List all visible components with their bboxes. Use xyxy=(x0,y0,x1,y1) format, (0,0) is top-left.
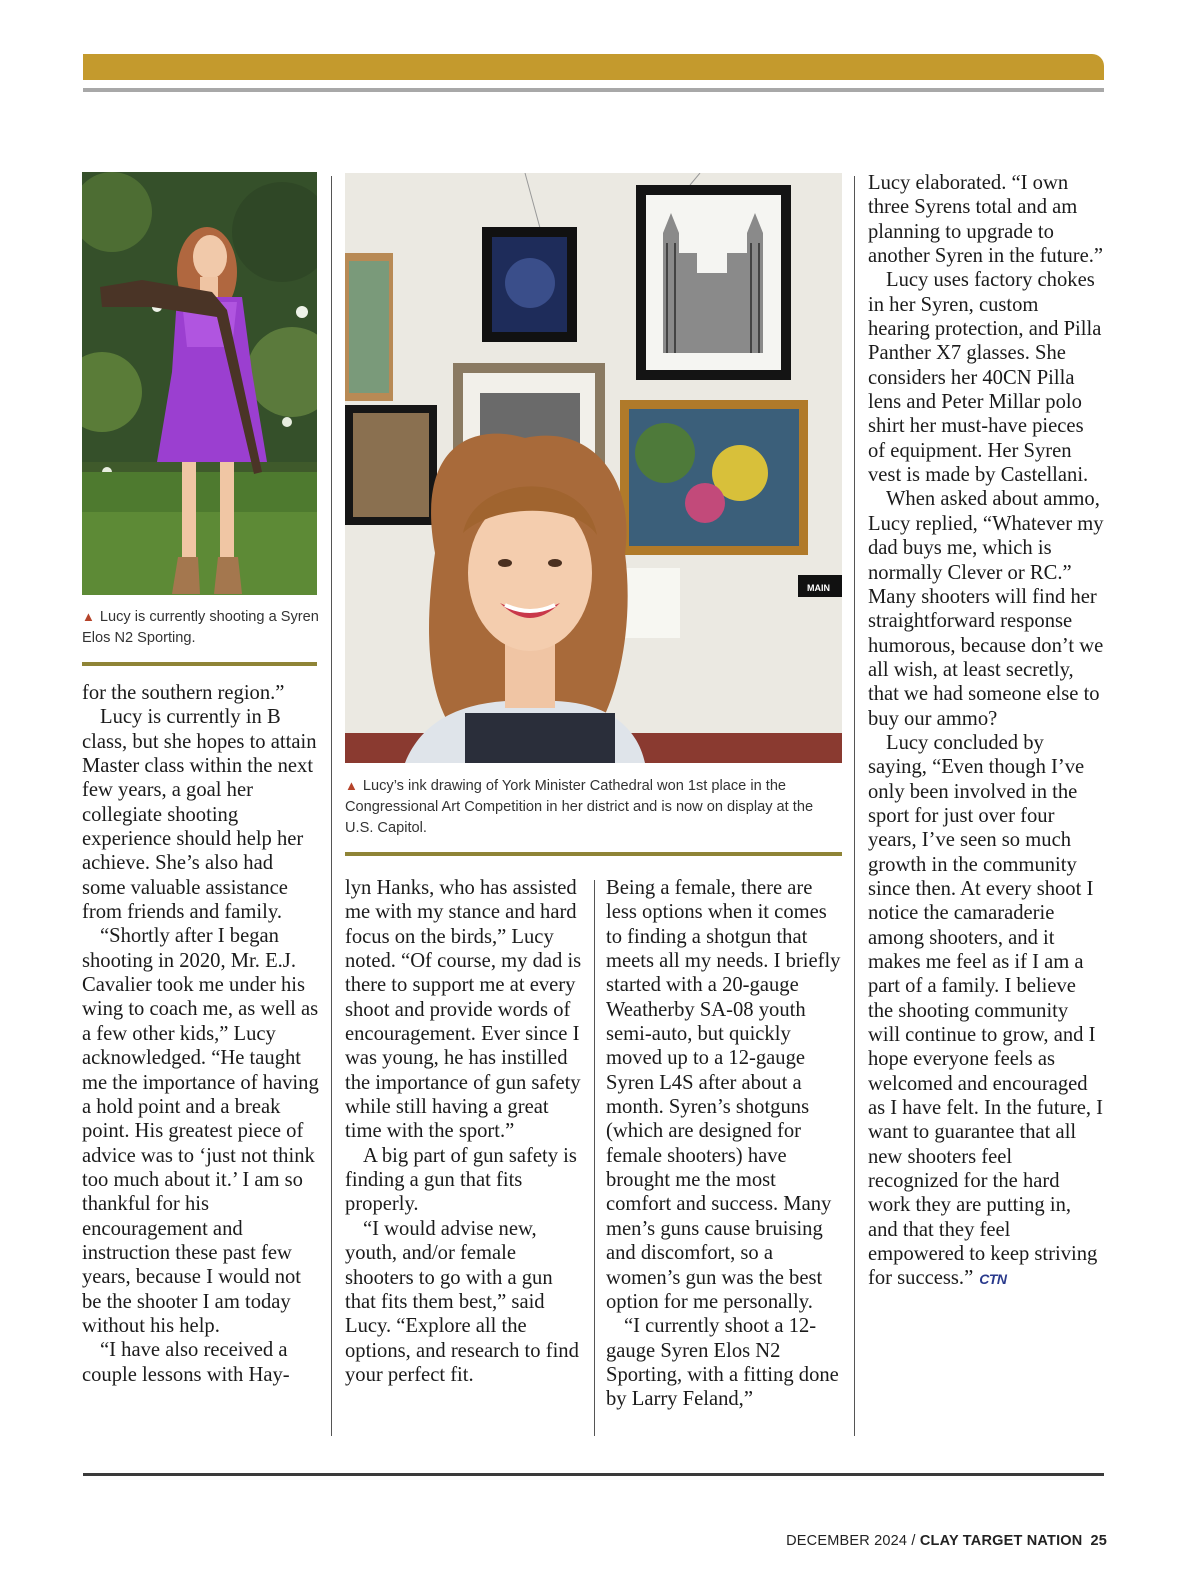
rule-under-center-caption xyxy=(345,852,842,856)
column-divider-3 xyxy=(854,176,855,1436)
paragraph: “I have also received a couple lessons with Hay- xyxy=(82,1339,290,1386)
paragraph: Lucy is currently in B class, but she hopes to attain Master class within the next few years, a goal her collegiate shooting experience should help her achieve. She’s also had some valuable assistance from friends and family. xyxy=(82,706,317,924)
paragraph: Lucy elaborated. “I own three Syrens total and am planning to upgrade to another Syren in the future.” xyxy=(868,172,1104,268)
paragraph: Being a female, there are less options when it comes to finding a shotgun that meets all my needs. I briefly started with a 20-gauge Weatherby SA-08 youth semi-auto, but quickly moved up to a 12-gauge Syren L4S after about a month. Syren’s shotguns (which are designed for female shooters) have brought me the most comfort and success. Many men’s guns cause bruising and discomfort, so a women’s gun was the best option for me personally. xyxy=(606,877,841,1313)
paragraph: Lucy uses factory chokes in her Syren, custom hearing protection, and Pilla Panther X7 glasses. She considers her 40CN Pilla lens and Peter Millar polo shirt her must-have pieces of equipment. Her Syren vest is made by Castellani. xyxy=(868,269,1102,487)
article-column-4 xyxy=(868,171,1105,1292)
paragraph: A big part of gun safety is finding a gun that fits properly. xyxy=(345,1144,577,1216)
paragraph: “I would advise new, youth, and/or female shooters to go with a gun that fits them best,” said Lucy. “Explore all the options, and research to find your perfect fit. xyxy=(345,1217,579,1386)
footer-rule xyxy=(83,1473,1104,1476)
caption-left: ▲ Lucy is currently shooting a Syren Elos N2 Sporting. xyxy=(82,609,319,646)
article-column-1 xyxy=(82,681,319,1387)
paragraph: for the southern region.” xyxy=(82,682,285,704)
header-gold-bar xyxy=(83,54,1104,80)
caption-center: ▲ Lucy’s ink drawing of York Minister Cathedral won 1st place in the Congressional Art Competition in her district and is now on display at the U.S. Capitol. xyxy=(345,778,814,836)
article-column-3 xyxy=(606,876,843,1412)
article-column-2 xyxy=(345,876,582,1387)
page-number: 25 xyxy=(1090,1533,1107,1549)
page-footer xyxy=(786,1533,1107,1549)
column-divider-1 xyxy=(331,176,332,1436)
ctn-end-mark-logo: CTN xyxy=(979,1271,1007,1288)
footer-separator: / xyxy=(907,1533,920,1549)
header-gray-rule xyxy=(83,88,1104,92)
closing-paragraph-text: Lucy concluded by saying, “Even though I’ve only been involved in the sport for just over four years, I’ve seen so much growth in the community since then. At every shoot I notice the camaraderie among shooters, and it makes me feel as if I am a part of a family. I believe the shooting community will continue to grow, and I hope everyone feels as welcomed and encouraged as I have felt. In the future, I want to guarantee that all new shooters feel recognized for the hard work they are putting in, and that they feel empowered to keep striving for success.” xyxy=(868,731,1104,1290)
rule-under-left-caption xyxy=(82,662,317,666)
paragraph: lyn Hanks, who has assisted me with my stance and hard focus on the birds,” Lucy noted. “Of course, my dad is there to support me at every shoot and provide words of encouragement. Ever since I was young, he has instilled the importance of gun safety while still having a great time with the sport.” xyxy=(345,877,582,1143)
paragraph: When asked about ammo, Lucy replied, “Whatever my dad buys me, which is normally Clever or RC.” Many shooters will find her straightforward response humorous, because don’t we all wish, at least secretly, that we had someone else to buy our ammo? xyxy=(868,488,1104,730)
caption-triangle-icon: ▲ xyxy=(345,778,358,793)
magazine-name: CLAY TARGET NATION xyxy=(919,1533,1083,1549)
paragraph: “Shortly after I began shooting in 2020, Mr. E.J. Cavalier took me under his wing to coach me, as well as a few other kids,” Lucy acknowledged. “He taught me the importance of having a hold point and a break point. His greatest piece of advice was to ‘just not think too much about it.’ I am so thankful for his encouragement and instruction these past few years, because I would not be the shooter I am today without his help. xyxy=(82,925,319,1337)
column-divider-2 xyxy=(594,880,595,1436)
photo-lucy-with-shotgun xyxy=(82,172,317,595)
paragraph: “I currently shoot a 12-gauge Syren Elos N2 Sporting, with a fitting done by Larry Feland,” xyxy=(606,1315,839,1411)
paragraph xyxy=(868,731,1105,1292)
gallery-sign-text: MAIN xyxy=(807,583,830,593)
caption-triangle-icon: ▲ xyxy=(82,609,95,624)
issue-date: DECEMBER 2024 xyxy=(786,1533,908,1549)
photo-lucy-art-gallery xyxy=(345,173,842,763)
